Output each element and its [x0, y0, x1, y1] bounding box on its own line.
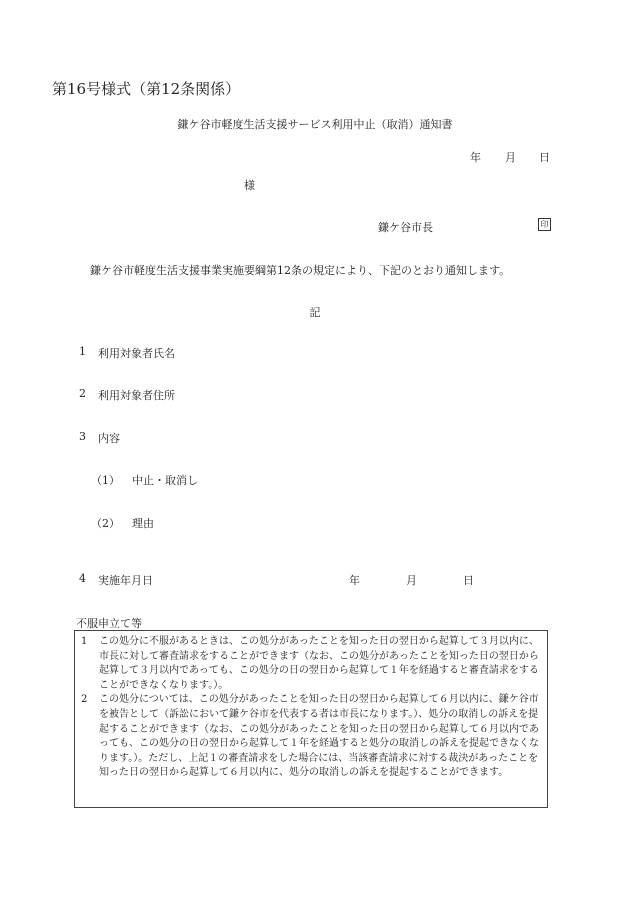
- sub-item-1-number: （1）: [91, 474, 120, 487]
- objection-paragraph-1: [81, 635, 541, 693]
- item-2-number: 2: [79, 387, 86, 400]
- recipient-suffix: 様: [244, 179, 255, 192]
- item-2-label: 利用対象者住所: [98, 389, 175, 402]
- item-1-number: 1: [79, 345, 86, 358]
- item-4-month-label: 月: [406, 574, 417, 587]
- objection-paragraph-2-number: 2: [81, 694, 88, 706]
- item-4-label: 実施年月日: [98, 574, 153, 587]
- ki-heading: 記: [309, 306, 321, 319]
- seal-mark: 印: [538, 218, 551, 231]
- objection-paragraph-1-number: 1: [81, 636, 88, 647]
- sub-item-1-label: 中止・取消し: [132, 474, 198, 487]
- item-4-year-label: 年: [349, 574, 360, 587]
- sub-item-2-number: （2）: [91, 517, 120, 530]
- notice-body: 鎌ケ谷市軽度生活支援事業実施要綱第12条の規定により、下記のとおり通知します。: [90, 264, 511, 277]
- objection-paragraph-2: [81, 693, 541, 781]
- objection-heading: 不服申立て等: [76, 617, 142, 630]
- objection-notice-box: [74, 630, 548, 808]
- item-3-number: 3: [79, 430, 86, 443]
- date-year-label: 年: [470, 151, 481, 164]
- objection-paragraph-2-text: この処分については、この処分があったことを知った日の翌日から起算して６月以内に、鎌ケ谷市を被告として（訴訟において鎌ケ谷市を代表する者は市長になります。）、処分の取消しの訴えを提起することができます（なお、この処分があったことを知った日の翌日から起算して６月以内であっても、この処分の日の翌日から起算して１年を経過すると処分の取消しの訴えを提起できなくなります。）。ただし、上記１の審査請求をした場合には、当該審査請求に対する裁決があったことを知った日の翌日から起算して６月以内に、処分の取消しの訴えを提起することができます。: [99, 694, 539, 779]
- date-day-label: 日: [539, 151, 550, 164]
- objection-paragraph-1-text: この処分に不服があるときは、この処分があったことを知った日の翌日から起算して３月以内に、市長に対して審査請求をすることができます（なお、この処分があったことを知った日の翌日から起算して３月以内であっても、この処分の日の翌日から起算して１年を経過すると審査請求をすることができなくなります。）。: [99, 636, 539, 691]
- sub-item-2-label: 理由: [132, 517, 154, 530]
- item-4-day-label: 日: [463, 574, 474, 587]
- item-4-number: 4: [79, 572, 86, 585]
- form-number: 第16号様式（第12条関係）: [52, 80, 241, 98]
- document-title: 鎌ケ谷市軽度生活支援サービス利用中止（取消）通知書: [177, 118, 453, 131]
- item-1-label: 利用対象者氏名: [98, 347, 175, 360]
- date-month-label: 月: [505, 151, 516, 164]
- issuer-name: 鎌ケ谷市長: [378, 221, 433, 234]
- item-3-label: 内容: [98, 432, 120, 445]
